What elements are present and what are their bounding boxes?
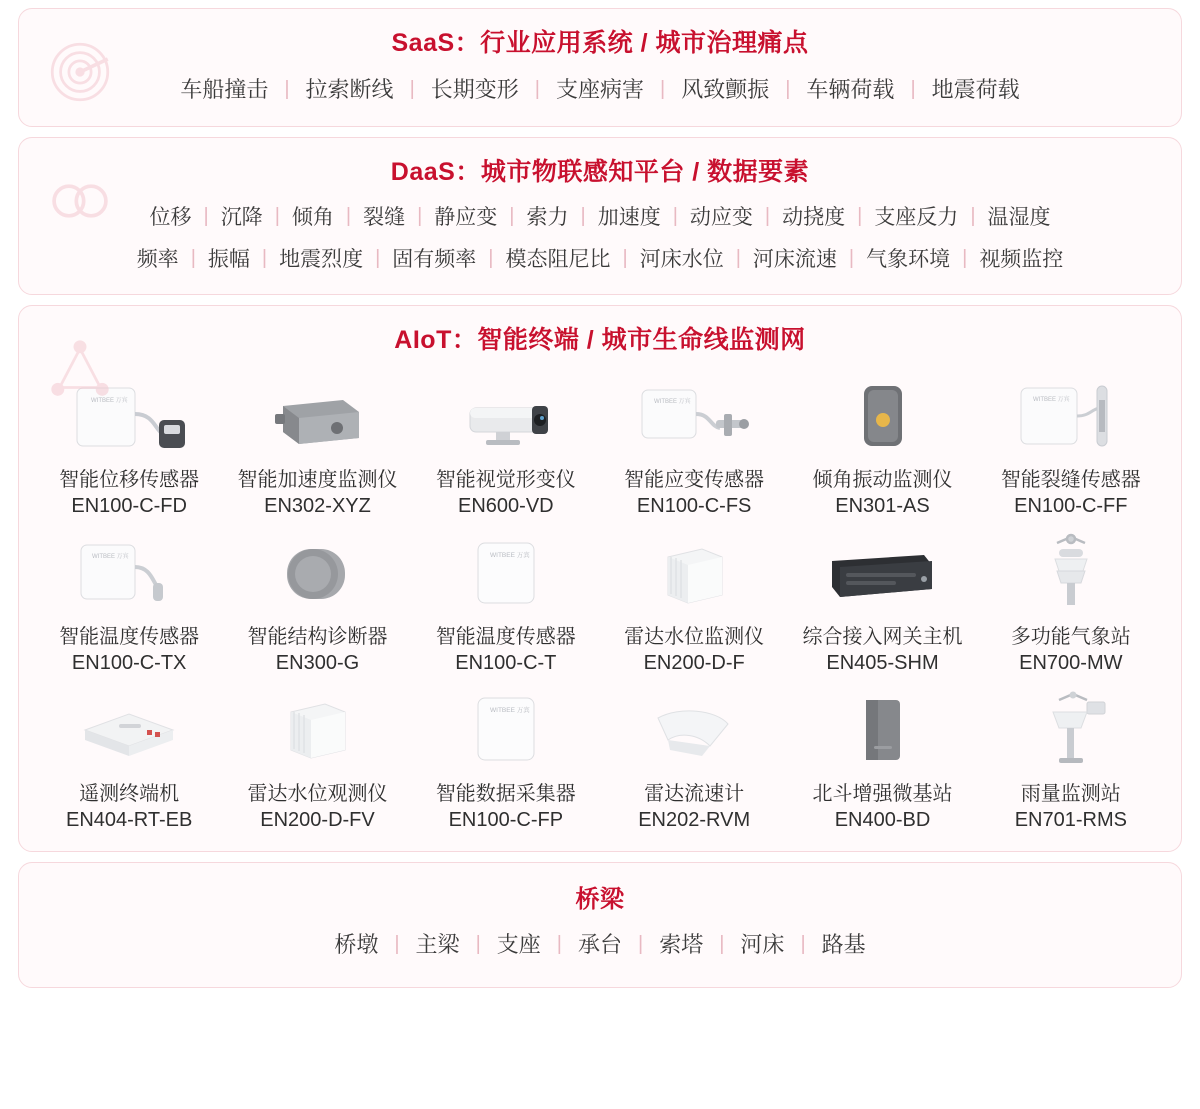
bridge-chip: 桥墩 [334, 932, 379, 957]
device-name: 遥测终端机 [79, 783, 180, 805]
chip-separator: | [409, 77, 415, 100]
daas-chip: 温湿度 [987, 206, 1051, 229]
panel-rod-sensor-icon [996, 368, 1146, 464]
bridge-chip: 主梁 [415, 932, 460, 957]
daas-chip: 动挠度 [782, 206, 846, 229]
device-model: EN600-VD [458, 495, 554, 517]
ribbed-white-box-icon [619, 525, 769, 621]
saas-chip: 支座病害 [555, 77, 644, 102]
device-item[interactable] [788, 368, 976, 519]
ribbed-white-box-icon [242, 682, 392, 778]
device-item[interactable] [223, 682, 411, 833]
chip-separator: | [534, 77, 540, 100]
device-item[interactable] [977, 682, 1165, 833]
device-model: EN400-BD [834, 809, 931, 831]
device-name: 智能结构诊断器 [247, 626, 388, 648]
bridge-chip: 河床 [740, 932, 785, 957]
saas-chip: 风致颤振 [681, 77, 770, 102]
daas-chip: 河床水位 [639, 248, 724, 271]
device-name: 雷达水位观测仪 [247, 783, 388, 805]
saas-chip-row [19, 65, 1181, 126]
device-name: 雨量监测站 [1020, 783, 1121, 805]
daas-chip: 气象环境 [866, 248, 951, 271]
dark-box-button-icon [807, 368, 957, 464]
daas-chip-row-1 [39, 196, 1161, 236]
chip-separator: | [284, 77, 290, 100]
svg-text:WITBEE 万宾: WITBEE 万宾 [654, 399, 691, 405]
device-item[interactable] [977, 368, 1165, 519]
chip-separator: | [345, 205, 352, 227]
chip-separator: | [735, 247, 741, 269]
device-name: 智能数据采集器 [435, 783, 576, 805]
saas-title: SaaS：行业应用系统 / 城市治理痛点 [391, 29, 809, 57]
panel-arm-sensor-icon [619, 368, 769, 464]
device-model: EN100-C-FD [71, 495, 187, 517]
daas-chip: 静应变 [434, 206, 498, 229]
chip-separator: | [488, 247, 494, 269]
device-name: 智能视觉形变仪 [435, 469, 576, 491]
bridge-chip: 索塔 [659, 932, 704, 957]
device-item[interactable] [600, 682, 788, 833]
white-panel-icon [431, 682, 581, 778]
daas-chip: 视频监控 [979, 248, 1064, 271]
device-model: EN100-C-TX [71, 652, 187, 674]
daas-chip: 模态阻尼比 [505, 248, 611, 271]
device-name: 倾角振动监测仪 [812, 469, 953, 491]
chip-separator: | [475, 932, 481, 955]
device-name: 综合接入网关主机 [802, 626, 963, 648]
device-name: 北斗增强微基站 [812, 783, 953, 805]
device-model: EN200-D-F [643, 652, 745, 674]
chip-separator: | [417, 205, 423, 227]
chip-separator: | [857, 205, 863, 227]
svg-text:WITBEE 万宾: WITBEE 万宾 [489, 552, 530, 559]
device-name: 智能加速度监测仪 [237, 469, 398, 491]
device-item[interactable] [35, 682, 223, 833]
bridge-chip: 路基 [821, 932, 866, 957]
bridge-chip: 支座 [496, 932, 541, 957]
chip-separator: | [660, 77, 666, 100]
rack-server-icon [807, 525, 957, 621]
daas-chip: 倾角 [291, 206, 334, 229]
daas-chip: 固有频率 [392, 248, 477, 271]
device-name: 智能温度传感器 [435, 626, 576, 648]
bridge-title: 桥梁 [575, 886, 625, 913]
daas-chip: 索力 [526, 206, 569, 229]
daas-chip: 位移 [149, 206, 192, 229]
chip-separator: | [962, 247, 968, 269]
bridge-chip-row [19, 920, 1181, 987]
daas-chip: 沉降 [220, 206, 263, 229]
device-item[interactable] [412, 368, 600, 519]
device-item[interactable] [600, 525, 788, 676]
daas-chip-rows [19, 194, 1181, 294]
device-model: EN202-RVM [638, 809, 751, 831]
panel-probe-sensor-icon [54, 525, 204, 621]
chip-separator: | [556, 932, 562, 955]
device-item[interactable] [223, 525, 411, 676]
chip-separator: | [764, 205, 771, 227]
daas-chip: 加速度 [597, 206, 661, 229]
device-name: 雷达水位监测仪 [624, 626, 765, 648]
svg-text:WITBEE 万宾: WITBEE 万宾 [91, 398, 128, 404]
chip-separator: | [580, 205, 586, 227]
chip-separator: | [638, 932, 644, 955]
chip-separator: | [622, 247, 628, 269]
chip-separator: | [848, 247, 855, 269]
daas-chip: 动应变 [689, 206, 753, 229]
chip-separator: | [203, 205, 209, 227]
chip-separator: | [800, 932, 806, 955]
device-model: EN100-C-FP [448, 809, 564, 831]
saas-card [18, 8, 1182, 127]
chip-separator: | [672, 205, 678, 227]
saas-chip: 拉索断线 [305, 77, 394, 102]
device-item[interactable] [412, 682, 600, 833]
device-name: 智能应变传感器 [624, 469, 765, 491]
grey-tower-box-icon [807, 682, 957, 778]
saas-chip: 地震荷载 [931, 77, 1020, 102]
aiot-card [18, 305, 1182, 852]
aiot-title: AIoT：智能终端 / 城市生命线监测网 [394, 326, 806, 354]
device-model: EN300-G [275, 652, 360, 674]
svg-text:WITBEE 万宾: WITBEE 万宾 [489, 707, 530, 714]
chip-separator: | [375, 247, 381, 269]
device-model: EN404-RT-EB [65, 809, 193, 831]
device-item[interactable] [788, 525, 976, 676]
device-item[interactable] [35, 368, 223, 519]
saas-chip: 车辆荷载 [806, 77, 895, 102]
device-model: EN200-D-FV [260, 809, 375, 831]
daas-chip: 支座反力 [874, 206, 959, 229]
daas-chip: 地震烈度 [279, 248, 364, 271]
svg-text:WITBEE 万宾: WITBEE 万宾 [1032, 397, 1070, 403]
saas-chip: 车船撞击 [180, 77, 269, 102]
device-grid [19, 362, 1181, 851]
device-item[interactable] [412, 525, 600, 676]
round-knob-device-icon [242, 525, 392, 621]
daas-chip-row-2 [39, 238, 1161, 278]
device-name: 智能裂缝传感器 [1000, 469, 1141, 491]
device-item[interactable] [788, 682, 976, 833]
daas-chip: 裂缝 [363, 206, 406, 229]
radar-flow-meter-icon [619, 682, 769, 778]
chip-separator: | [785, 77, 791, 100]
device-name: 智能温度传感器 [59, 626, 200, 648]
bridge-chip: 承台 [577, 932, 622, 957]
daas-title: DaaS：城市物联感知平台 / 数据要素 [390, 158, 810, 186]
device-item[interactable] [223, 368, 411, 519]
device-item[interactable] [600, 368, 788, 519]
daas-chip: 频率 [136, 248, 179, 271]
weather-station-icon [996, 525, 1146, 621]
device-model: EN100-C-T [455, 652, 557, 674]
chip-separator: | [910, 77, 916, 100]
telemetry-terminal-icon [54, 682, 204, 778]
daas-chip: 河床流速 [752, 248, 837, 271]
svg-text:WITBEE 万宾: WITBEE 万宾 [92, 554, 129, 560]
chip-separator: | [719, 932, 725, 955]
device-model: EN100-C-FS [636, 495, 752, 517]
saas-chip: 长期变形 [430, 77, 519, 102]
bridge-card [18, 862, 1182, 988]
device-item[interactable] [977, 525, 1165, 676]
chip-separator: | [190, 247, 196, 269]
device-model: EN100-C-FF [1014, 495, 1128, 517]
device-model: EN302-XYZ [264, 495, 371, 517]
device-model: EN301-AS [835, 495, 930, 517]
chip-separator: | [509, 205, 515, 227]
white-panel-icon [431, 525, 581, 621]
camera-icon [431, 368, 581, 464]
panel-cable-sensor-icon [54, 368, 204, 464]
device-item[interactable] [35, 525, 223, 676]
chip-separator: | [970, 205, 976, 227]
daas-card [18, 137, 1182, 295]
metal-box-sensor-icon [242, 368, 392, 464]
chip-separator: | [261, 247, 268, 269]
device-model: EN405-SHM [826, 652, 939, 674]
chip-separator: | [394, 932, 400, 955]
device-name: 智能位移传感器 [59, 469, 200, 491]
chip-separator: | [274, 205, 280, 227]
device-name: 多功能气象站 [1010, 626, 1131, 648]
device-model: EN700-MW [1019, 652, 1123, 674]
rain-gauge-station-icon [996, 682, 1146, 778]
daas-chip: 振幅 [207, 248, 250, 271]
device-name: 雷达流速计 [644, 783, 745, 805]
device-model: EN701-RMS [1014, 809, 1127, 831]
